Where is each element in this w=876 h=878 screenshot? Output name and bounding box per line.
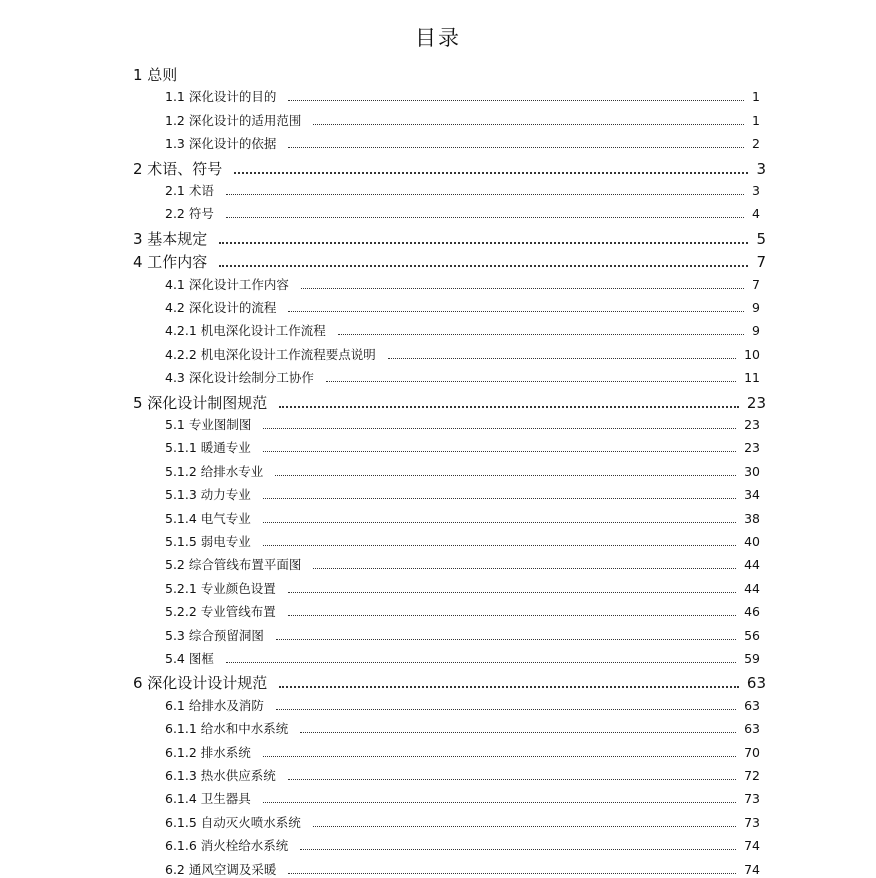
toc-page-number: 23 xyxy=(744,417,760,432)
toc-section-entry[interactable] xyxy=(165,275,760,293)
toc-section-entry[interactable] xyxy=(165,345,760,363)
toc-entry-label: 1 总则 xyxy=(133,66,178,84)
toc-dot-leader xyxy=(276,638,736,640)
toc-section-entry[interactable] xyxy=(165,368,760,386)
toc-entry-label: 6.1.3 热水供应系统 xyxy=(165,768,276,783)
toc-chapter-entry[interactable] xyxy=(133,158,766,179)
toc-section-entry[interactable] xyxy=(165,555,760,573)
toc-page-number: 23 xyxy=(744,440,760,456)
toc-page-number: 9 xyxy=(752,300,760,315)
toc-entry-label: 1.2 深化设计的适用范围 xyxy=(165,112,302,128)
toc-entry-label: 6.2 通风空调及采暖 xyxy=(165,861,277,877)
toc-entry-label: 2.2 符号 xyxy=(165,206,214,222)
toc-entry-label: 5.1.4 电气专业 xyxy=(165,510,251,526)
toc-section-entry[interactable] xyxy=(165,860,760,878)
toc-page-number: 73 xyxy=(744,791,760,807)
toc-page-number: 10 xyxy=(744,346,760,362)
toc-section-entry[interactable] xyxy=(165,462,760,480)
toc-page-number: 44 xyxy=(744,557,760,573)
toc-page-number: 63 xyxy=(744,697,760,713)
toc-section-entry[interactable] xyxy=(165,696,760,714)
toc-page-number: 4 xyxy=(752,206,760,222)
toc-entry-label: 1.3 深化设计的依据 xyxy=(165,136,277,152)
toc-dot-leader xyxy=(263,521,736,523)
toc-dot-leader xyxy=(338,333,744,335)
toc-section-entry[interactable] xyxy=(165,87,760,105)
toc-section-entry[interactable] xyxy=(165,766,760,784)
toc-page-number: 3 xyxy=(756,159,766,178)
toc-entry-label: 5.2.2 专业管线布置 xyxy=(165,604,276,620)
toc-dot-leader xyxy=(288,872,736,874)
toc-dot-leader xyxy=(263,427,736,429)
toc-dot-leader xyxy=(388,357,736,359)
toc-entry-label: 4.2.2 机电深化设计工作流程要点说明 xyxy=(165,346,376,362)
toc-page-number: 72 xyxy=(744,768,760,783)
toc-chapter-entry[interactable] xyxy=(133,228,766,249)
toc-page-number: 9 xyxy=(752,323,760,339)
toc-entry-label: 2.1 术语 xyxy=(165,183,214,198)
toc-section-entry[interactable] xyxy=(165,204,760,222)
toc-page-number: 56 xyxy=(744,627,760,643)
toc-page-number: 11 xyxy=(744,370,760,386)
toc-entry-label: 5.1.1 暖通专业 xyxy=(165,440,251,456)
toc-entry-label: 6.1.4 卫生器具 xyxy=(165,791,251,807)
toc-dot-leader xyxy=(288,614,736,616)
toc-entry-label: 6 深化设计设计规范 xyxy=(133,674,268,693)
toc-dot-leader xyxy=(226,661,736,663)
toc-section-entry[interactable] xyxy=(165,509,760,527)
toc-dot-leader xyxy=(300,731,736,733)
toc-dot-leader xyxy=(263,450,736,452)
toc-page-number: 5 xyxy=(756,229,766,248)
toc-dot-leader xyxy=(288,146,744,148)
toc-entry-label: 5.2.1 专业颜色设置 xyxy=(165,580,276,596)
toc-dot-leader xyxy=(288,310,744,312)
toc-entry-label: 5.1 专业图制图 xyxy=(165,417,252,432)
toc-entry-label: 5.1.2 给排水专业 xyxy=(165,463,264,479)
toc-page-number: 74 xyxy=(744,838,760,854)
toc-section-entry[interactable] xyxy=(165,298,760,316)
toc-page-number: 30 xyxy=(744,463,760,479)
toc-entry-label: 2 术语、符号 xyxy=(133,159,223,178)
toc-dot-leader xyxy=(279,685,739,688)
toc-dot-leader xyxy=(300,848,736,850)
toc-dot-leader xyxy=(288,99,744,101)
toc-dot-leader xyxy=(301,287,744,289)
toc-dot-leader xyxy=(226,216,744,218)
toc-dot-leader xyxy=(288,778,736,780)
toc-section-entry[interactable] xyxy=(165,532,760,550)
toc-entry-label: 6.1.6 消火栓给水系统 xyxy=(165,838,289,854)
toc-dot-leader xyxy=(219,241,748,244)
toc-section-entry[interactable] xyxy=(165,626,760,644)
toc-page-number: 70 xyxy=(744,744,760,760)
toc-page-number: 1 xyxy=(752,112,760,128)
toc-chapter-entry[interactable] xyxy=(133,64,766,85)
toc-section-entry[interactable] xyxy=(165,649,760,667)
toc-entry-label: 4.1 深化设计工作内容 xyxy=(165,276,289,292)
toc-section-entry[interactable] xyxy=(165,415,760,433)
toc-entry-label: 5.1.3 动力专业 xyxy=(165,487,251,503)
toc-entry-label: 4 工作内容 xyxy=(133,253,208,272)
toc-section-entry[interactable] xyxy=(165,134,760,152)
toc-page-number: 7 xyxy=(756,253,766,272)
toc-entry-label: 4.2.1 机电深化设计工作流程 xyxy=(165,323,326,339)
toc-page-number: 44 xyxy=(744,580,760,596)
toc-page-number: 46 xyxy=(744,604,760,620)
toc-dot-leader xyxy=(288,591,736,593)
toc-chapter-entry[interactable] xyxy=(133,251,766,272)
toc-section-entry[interactable] xyxy=(165,485,760,503)
toc-page-number: 40 xyxy=(744,534,760,549)
toc-section-entry[interactable] xyxy=(165,602,760,620)
toc-section-entry[interactable] xyxy=(165,789,760,807)
toc-dot-leader xyxy=(263,544,736,546)
toc-section-entry[interactable] xyxy=(165,438,760,456)
toc-dot-leader xyxy=(263,755,736,757)
toc-dot-leader xyxy=(313,825,736,827)
toc-section-entry[interactable] xyxy=(165,321,760,339)
toc-page-number: 38 xyxy=(744,510,760,526)
toc-page-number: 59 xyxy=(744,651,760,666)
toc-section-entry[interactable] xyxy=(165,813,760,831)
toc-dot-leader xyxy=(313,123,744,125)
toc-entry-label: 6.1 给排水及消防 xyxy=(165,697,264,713)
toc-entry-label: 5.1.5 弱电专业 xyxy=(165,534,251,549)
toc-section-entry[interactable] xyxy=(165,743,760,761)
toc-dot-leader xyxy=(276,708,736,710)
toc-entry-label: 3 基本规定 xyxy=(133,229,208,248)
toc-dot-leader xyxy=(263,801,736,803)
toc-section-entry[interactable] xyxy=(165,111,760,129)
toc-entry-label: 4.3 深化设计绘制分工协作 xyxy=(165,370,314,386)
toc-dot-leader xyxy=(234,171,748,174)
toc-page-number: 63 xyxy=(746,674,766,693)
toc-page-number: 3 xyxy=(752,183,760,198)
toc-dot-leader xyxy=(263,497,736,499)
toc-dot-leader xyxy=(275,474,736,476)
toc-section-entry[interactable] xyxy=(165,181,760,199)
toc-section-entry[interactable] xyxy=(165,836,760,854)
toc-entry-label: 6.1.5 自动灭火喷水系统 xyxy=(165,814,301,830)
toc-entry-label: 5 深化设计制图规范 xyxy=(133,393,268,412)
toc-chapter-entry[interactable] xyxy=(133,672,766,693)
toc-entry-label: 6.1.1 给水和中水系统 xyxy=(165,721,289,737)
toc-entry-label: 1.1 深化设计的目的 xyxy=(165,89,277,105)
toc-section-entry[interactable] xyxy=(165,579,760,597)
toc-section-entry[interactable] xyxy=(165,719,760,737)
toc-page-number: 23 xyxy=(746,393,766,412)
toc-page-number: 2 xyxy=(752,136,760,152)
toc-dot-leader xyxy=(226,193,744,195)
toc-page-number: 7 xyxy=(752,276,760,292)
toc-page-number: 74 xyxy=(744,861,760,877)
toc-dot-leader xyxy=(326,380,736,382)
toc-page-number: 34 xyxy=(744,487,760,503)
toc-entry-label: 5.4 图框 xyxy=(165,651,214,666)
toc-chapter-entry[interactable] xyxy=(133,392,766,413)
toc-entry-label: 5.3 综合预留洞图 xyxy=(165,627,264,643)
toc-page-number: 1 xyxy=(752,89,760,105)
toc-page-number: 63 xyxy=(744,721,760,737)
toc-page-number: 73 xyxy=(744,814,760,830)
toc-dot-leader xyxy=(313,567,736,569)
toc-dot-leader xyxy=(279,405,739,408)
toc-entry-label: 6.1.2 排水系统 xyxy=(165,744,251,760)
toc-entry-label: 5.2 综合管线布置平面图 xyxy=(165,557,302,573)
toc-entry-label: 4.2 深化设计的流程 xyxy=(165,300,277,315)
toc-dot-leader xyxy=(219,264,748,267)
page-title: 目录 xyxy=(415,26,461,50)
